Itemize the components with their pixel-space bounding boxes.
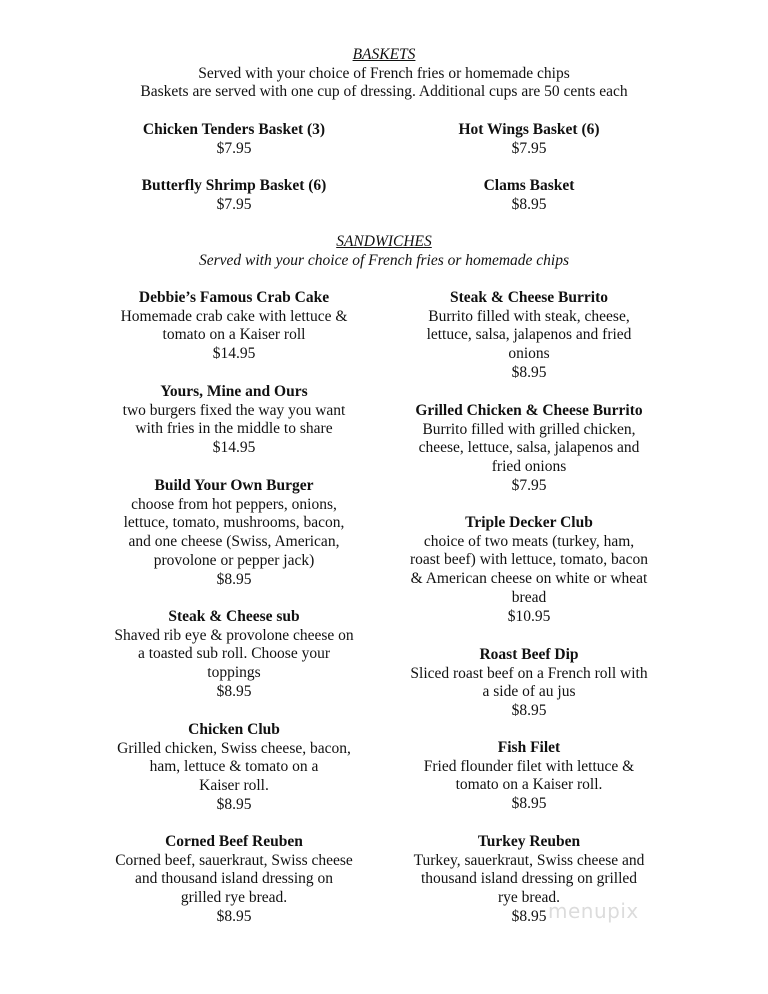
sandwiches-title: SANDWICHES xyxy=(336,233,432,250)
menu-item xyxy=(392,121,666,158)
item-description-line: ham, lettuce & tomato on a xyxy=(149,758,319,776)
item-price: $14.95 xyxy=(212,439,256,457)
menu-item xyxy=(77,121,391,158)
item-description-line: a toasted sub roll. Choose your xyxy=(137,645,330,663)
baskets-note-2: Baskets are served with one cup of dressing. Additional cups are 50 cents each xyxy=(140,83,628,101)
item-description-line: & American cheese on white or wheat xyxy=(410,570,648,588)
item-name: Chicken Club xyxy=(188,721,280,738)
sandwiches-subtitle: Served with your choice of French fries or homemade chips xyxy=(198,251,570,269)
item-description-line: thousand island dressing on grilled xyxy=(420,870,638,888)
item-name: Clams Basket xyxy=(483,177,575,194)
item-description-line: onions xyxy=(508,345,550,363)
item-price: $14.95 xyxy=(212,345,256,363)
item-description-line: Corned beef, sauerkraut, Swiss cheese xyxy=(115,851,353,869)
menu-item xyxy=(392,739,666,814)
menu-item xyxy=(77,477,391,589)
item-name: Debbie’s Famous Crab Cake xyxy=(138,289,330,306)
item-description-line: Burrito filled with steak, cheese, xyxy=(428,307,630,325)
item-description-line: Grilled chicken, Swiss cheese, bacon, xyxy=(117,739,351,757)
item-name: Chicken Tenders Basket (3) xyxy=(142,121,326,138)
item-description-line: Burrito filled with grilled chicken, xyxy=(422,420,636,438)
watermark-logo: menupix xyxy=(548,899,639,923)
item-description-line: Shaved rib eye & provolone cheese on xyxy=(114,626,354,644)
item-name: Steak & Cheese Burrito xyxy=(450,289,608,306)
item-price: $7.95 xyxy=(216,139,252,157)
menu-item xyxy=(77,289,391,364)
item-description-line: bread xyxy=(511,588,547,606)
baskets-note-1: Served with your choice of French fries or homemade chips xyxy=(198,64,570,82)
menu-item xyxy=(392,646,666,721)
item-price: $7.95 xyxy=(511,139,547,157)
menu-item xyxy=(77,177,391,214)
item-description-line: a side of au jus xyxy=(482,683,576,701)
item-name: Corned Beef Reuben xyxy=(165,833,303,850)
menu-item xyxy=(392,289,666,383)
item-description-line: Sliced roast beef on a French roll with xyxy=(410,664,648,682)
item-description-line: grilled rye bread. xyxy=(180,889,288,907)
item-name: Triple Decker Club xyxy=(465,514,593,531)
item-price: $8.95 xyxy=(216,907,252,925)
menu-item xyxy=(77,608,391,702)
item-name: Steak & Cheese sub xyxy=(168,608,300,625)
item-description-line: two burgers fixed the way you want xyxy=(122,401,346,419)
item-name: Fish Filet xyxy=(497,739,561,756)
baskets-title: BASKETS xyxy=(352,46,416,63)
item-description-line: rye bread. xyxy=(498,889,560,907)
item-description-line: Kaiser roll. xyxy=(199,777,269,795)
item-price: $8.95 xyxy=(511,795,547,813)
item-description-line: toppings xyxy=(207,664,261,682)
menu-item xyxy=(77,833,391,927)
item-description-line: cheese, lettuce, salsa, jalapenos and xyxy=(418,439,640,457)
item-description-line: lettuce, tomato, mushrooms, bacon, xyxy=(123,514,345,532)
item-price: $7.95 xyxy=(216,195,252,213)
item-name: Turkey Reuben xyxy=(477,833,581,850)
menu-item xyxy=(77,721,391,815)
item-description-line: choice of two meats (turkey, ham, xyxy=(423,532,635,550)
item-price: $10.95 xyxy=(507,607,551,625)
item-name: Hot Wings Basket (6) xyxy=(458,121,600,138)
menu-item xyxy=(392,177,666,214)
item-description-line: tomato on a Kaiser roll. xyxy=(455,776,603,794)
menu-item xyxy=(392,402,666,496)
item-description-line: and one cheese (Swiss, American, xyxy=(128,533,340,551)
menu-item xyxy=(392,514,666,626)
item-description-line: tomato on a Kaiser roll xyxy=(162,326,306,344)
item-description-line: and thousand island dressing on xyxy=(134,870,334,888)
item-price: $8.95 xyxy=(216,682,252,700)
item-name: Roast Beef Dip xyxy=(479,646,579,663)
item-description-line: lettuce, salsa, jalapenos and fried xyxy=(426,326,632,344)
item-description-line: provolone or pepper jack) xyxy=(153,551,315,569)
item-name: Build Your Own Burger xyxy=(154,477,314,494)
baskets-header xyxy=(0,46,768,102)
item-name: Butterfly Shrimp Basket (6) xyxy=(141,177,327,194)
item-name: Yours, Mine and Ours xyxy=(160,383,308,400)
item-price: $8.95 xyxy=(511,907,547,925)
item-description-line: roast beef) with lettuce, tomato, bacon xyxy=(409,551,648,569)
item-description-line: Turkey, sauerkraut, Swiss cheese and xyxy=(413,851,645,869)
item-price: $8.95 xyxy=(216,795,252,813)
item-description-line: Fried flounder filet with lettuce & xyxy=(423,757,635,775)
item-price: $8.95 xyxy=(511,702,547,720)
item-description-line: with fries in the middle to share xyxy=(135,420,333,438)
item-name: Grilled Chicken & Cheese Burrito xyxy=(415,402,643,419)
menu-item xyxy=(77,383,391,458)
item-price: $8.95 xyxy=(511,363,547,381)
item-description-line: choose from hot peppers, onions, xyxy=(131,495,337,513)
sandwiches-header xyxy=(0,233,768,270)
item-price: $8.95 xyxy=(511,195,547,213)
item-price: $7.95 xyxy=(511,476,547,494)
item-description-line: Homemade crab cake with lettuce & xyxy=(120,307,348,325)
item-price: $8.95 xyxy=(216,570,252,588)
item-description-line: fried onions xyxy=(491,458,567,476)
